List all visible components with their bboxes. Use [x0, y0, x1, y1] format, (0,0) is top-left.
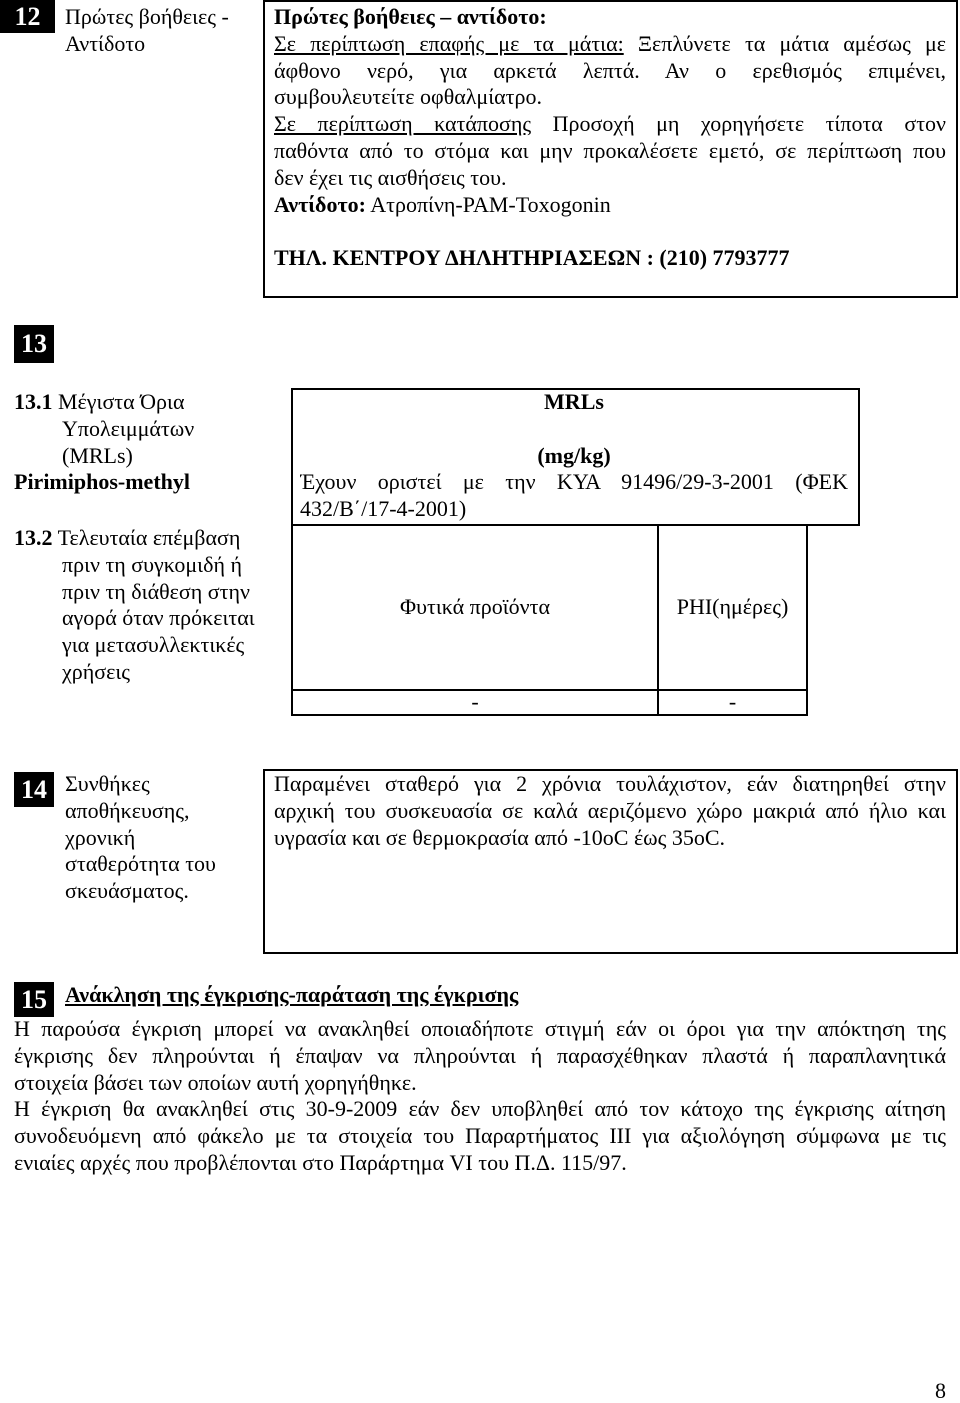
- phi-item-title: αγορά όταν πρόκειται: [62, 605, 255, 631]
- mrl-item-label: [14, 389, 194, 496]
- section-label-line: σκευάσματος.: [65, 878, 189, 904]
- mrl-table-content: [300, 389, 848, 523]
- extension-paragraph-line: συνοδευόμενη από φάκελο με τα στοιχεία του Παραρτήματος ΙΙΙ για αξιολόγηση σύμφωνα με τις: [14, 1123, 946, 1149]
- page-number: 8: [935, 1378, 946, 1403]
- eye-contact-text: άφθονο νερό, για αρκετά λεπτά. Αν ο ερεθισμός επιμένει,: [274, 57, 946, 83]
- section-13-number-badge: 13: [14, 325, 54, 363]
- revocation-heading: Ανάκληση της έγκρισης-παράταση της έγκρισης: [65, 982, 519, 1007]
- section-label-line: Πρώτες βοήθειες -: [65, 4, 229, 29]
- storage-text: [274, 771, 946, 851]
- antidote-line: [274, 192, 946, 219]
- phi-item-title: για μετασυλλεκτικές: [62, 632, 245, 658]
- revocation-paragraph-line: έγκρισης δεν πληρούνται ή έπαψαν να πληρούνται ή παρασχέθηκαν πλαστά ή παραπλανητικά: [14, 1042, 946, 1068]
- mrl-table-heading: MRLs: [544, 389, 604, 414]
- mrl-item-title: (MRLs): [62, 442, 133, 468]
- section-label-line: Αντίδοτο: [65, 30, 146, 56]
- phi-table-cell-phi: -: [728, 689, 737, 715]
- section-label-line: χρονική: [65, 824, 136, 850]
- section-12-number-badge: 12: [0, 0, 55, 33]
- phi-item-number: 13.2: [14, 525, 53, 550]
- eye-contact-text: συμβουλευτείτε οφθαλμίατρο.: [274, 84, 542, 110]
- mrl-table-note: Έχουν οριστεί με την ΚΥΑ 91496/29-3-2001 (ΦΕΚ: [300, 469, 848, 495]
- antidote-value: Ατροπίνη-PAM-Toxogonin: [370, 191, 611, 217]
- eye-contact-text: Ξεπλύνετε τα μάτια αμέσως με: [637, 30, 946, 56]
- ingestion-label: Σε περίπτωση κατάποσης: [274, 111, 532, 137]
- phi-item-title-line: [14, 525, 255, 552]
- extension-paragraph-line: ενιαίες αρχές που προβλέπονται στο Παράρτημα VI του Π.Δ. 115/97.: [14, 1149, 627, 1175]
- section-label-line: Συνθήκες: [65, 771, 150, 796]
- extension-paragraph-line: Η έγκριση θα ανακληθεί στις 30-9-2009 εάν δεν υποβληθεί από τον κάτοχο της έγκρισης αίτηση: [14, 1096, 946, 1122]
- phi-item-label: [14, 525, 255, 686]
- section-15-number-badge: 15: [14, 982, 54, 1017]
- first-aid-title: Πρώτες βοήθειες – αντίδοτο:: [274, 4, 547, 29]
- phi-item-title: πριν τη διάθεση στην: [62, 578, 250, 604]
- eye-contact-line: [274, 31, 946, 58]
- eye-contact-label: Σε περίπτωση επαφής με τα μάτια:: [274, 30, 624, 56]
- phi-table-header-crops: Φυτικά προϊόντα: [400, 594, 550, 620]
- mrl-table-unit: (mg/kg): [537, 442, 611, 468]
- mrl-item-title-line: [14, 389, 194, 416]
- section-14-number-badge: 14: [14, 772, 54, 807]
- mrl-item-number: 13.1: [14, 389, 53, 414]
- storage-text-line: Παραμένει σταθερό για 2 χρόνια τουλάχιστον, εάν διατηρηθεί στην: [274, 771, 946, 796]
- phi-item-title: Τελευταία επέμβαση: [57, 525, 241, 550]
- ingestion-text: παθόντα από το στόμα και μην προκαλέσετε εμετό, σε περίπτωση που: [274, 137, 946, 163]
- mrl-table-note: 432/Β΄/17-4-2001): [300, 496, 467, 522]
- ingestion-text: Προσοχή μη χορηγήσετε τίποτα στον: [552, 111, 946, 137]
- phi-table-header-phi: PHI(ημέρες): [676, 594, 789, 620]
- ingestion-line: [274, 111, 946, 138]
- storage-text-line: αρχική του συσκευασία σε καλά αεριζόμενο χώρο μακριά από ήλιο και: [274, 797, 946, 823]
- storage-text-line: υγρασία και σε θερμοκρασία από -10oC έως 35oC.: [274, 824, 726, 850]
- substance-name: Pirimiphos-methyl: [14, 469, 190, 495]
- section-label-line: σταθερότητα του: [65, 851, 216, 877]
- first-aid-section-label: [65, 4, 229, 58]
- revocation-paragraph-line: στοιχεία βάσει των οποίων αυτή χορηγήθηκε.: [14, 1069, 417, 1095]
- phi-item-title: χρήσεις: [62, 658, 130, 684]
- mrl-item-title: Υπολειμμάτων: [62, 415, 195, 441]
- revocation-paragraph-line: Η παρούσα έγκριση μπορεί να ανακληθεί οποιαδήποτε στιγμή εάν οι όροι για την απόκτηση της: [14, 1016, 946, 1041]
- mrl-item-title: Μέγιστα Όρια: [58, 389, 185, 414]
- antidote-label: Αντίδοτο:: [274, 191, 366, 217]
- first-aid-content: [274, 4, 946, 272]
- ingestion-text: δεν έχει τις αισθήσεις του.: [274, 164, 507, 190]
- section-label-line: αποθήκευσης,: [65, 797, 190, 823]
- phi-item-title: πριν τη συγκομιδή ή: [62, 551, 242, 577]
- storage-section-label: [65, 771, 216, 905]
- poison-center-phone: ΤΗΛ. ΚΕΝΤΡΟΥ ΔΗΛΗΤΗΡΙΑΣΕΩΝ : (210) 7793777: [274, 245, 790, 271]
- revocation-text: [14, 1016, 946, 1177]
- phi-table-cell-crops: -: [471, 689, 479, 715]
